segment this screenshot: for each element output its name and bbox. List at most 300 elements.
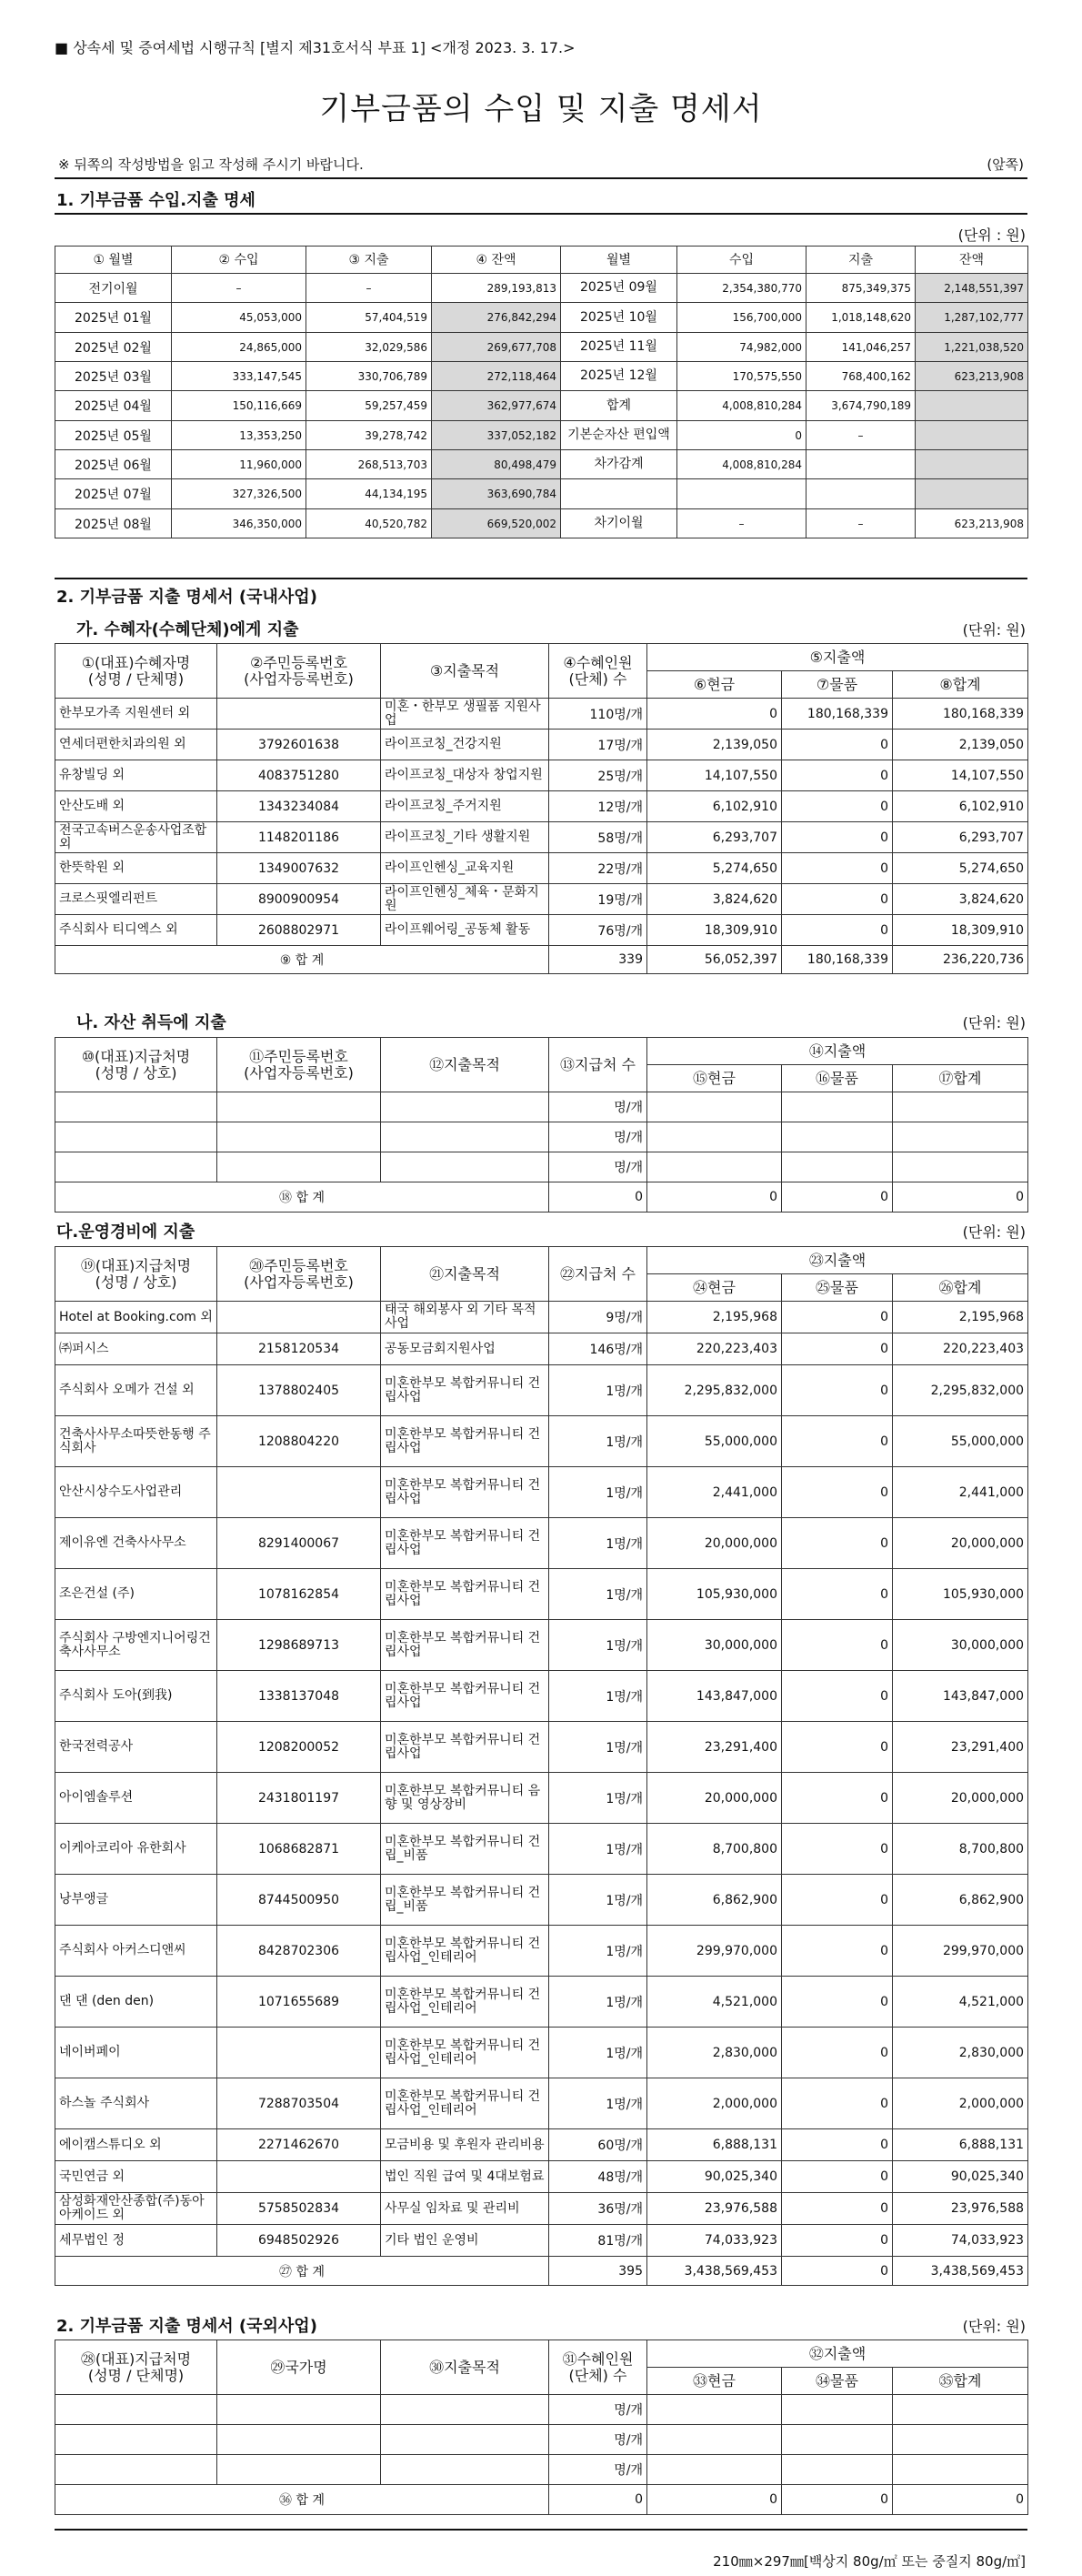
income-cell: 170,575,550: [677, 362, 806, 391]
total-cell: 20,000,000: [893, 1518, 1028, 1569]
table-row: [55, 2078, 1028, 2129]
column-header: ④ 잔액: [432, 247, 561, 274]
total-goods: 0: [782, 2485, 893, 2515]
payee-name-cell: ㈜퍼시스: [55, 1333, 217, 1365]
column-header: ② 수입: [172, 247, 306, 274]
registration-number-cell: 8744500950: [217, 1875, 381, 1926]
total-row: [55, 1182, 1028, 1213]
column-header: ⑬지급처 수: [549, 1038, 647, 1092]
table-row: [55, 1152, 1028, 1182]
income-cell: 346,350,000: [172, 509, 306, 538]
income-cell: 0: [677, 421, 806, 450]
balance-cell: 337,052,182: [432, 421, 561, 450]
total-cell: 14,107,550: [893, 760, 1028, 791]
registration-number-cell: 1071655689: [217, 1977, 381, 2028]
goods-cell: 180,168,339: [782, 699, 893, 730]
count-unit: 명/개: [614, 1740, 643, 1756]
payee-name-cell: 낭부앵글: [55, 1875, 217, 1926]
registration-number-cell: 2431801197: [217, 1773, 381, 1824]
column-header: ㉘(대표)지급처명 (성명 / 단체명): [55, 2340, 217, 2395]
month-row: [55, 303, 1028, 333]
income-cell: 11,960,000: [172, 450, 306, 479]
cash-cell: 6,888,131: [647, 2129, 782, 2161]
registration-number-cell: 1338137048: [217, 1671, 381, 1722]
cash-cell: 6,293,707: [647, 822, 782, 853]
balance-cell: [916, 479, 1028, 509]
table-row: [55, 1518, 1028, 1569]
goods-cell: 0: [782, 1773, 893, 1824]
count-cell: [549, 1333, 647, 1365]
goods-cell: 0: [782, 760, 893, 791]
empty-cell: [782, 2455, 893, 2485]
goods-cell: 0: [782, 1926, 893, 1977]
purpose-cell: 라이프코칭_기타 생활지원: [381, 822, 549, 853]
purpose-cell: 라이프코칭_건강지원: [381, 730, 549, 760]
expense-cell: 875,349,375: [806, 274, 916, 303]
table-row: [55, 699, 1028, 730]
income-cell: 2,354,380,770: [677, 274, 806, 303]
count-unit: 명/개: [614, 1536, 643, 1552]
purpose-cell: 미혼한부모 복합커뮤니티 음향 및 영상장비: [381, 1773, 549, 1824]
table-row: [55, 1092, 1028, 1122]
income-cell: 4,008,810,284: [677, 450, 806, 479]
month-cell: 2025년 07월: [55, 479, 172, 509]
form-title: 기부금품의 수입 및 지출 명세서: [319, 91, 763, 127]
balance-cell: 272,118,464: [432, 362, 561, 391]
payee-name-cell: 안산시상수도사업관리: [55, 1467, 217, 1518]
count-unit: 명/개: [614, 1587, 643, 1603]
total-row: [55, 2257, 1028, 2286]
table-row: [55, 2028, 1028, 2078]
total-count: 0: [549, 1182, 647, 1213]
payee-name-cell: 주식회사 아커스디앤씨: [55, 1926, 217, 1977]
count-cell: [549, 791, 647, 822]
cash-cell: 23,291,400: [647, 1722, 782, 1773]
total-count: 395: [549, 2257, 647, 2286]
table-row: [55, 2425, 1028, 2455]
balance-cell: 269,677,708: [432, 333, 561, 362]
cash-cell: 299,970,000: [647, 1926, 782, 1977]
income-cell: 327,326,500: [172, 479, 306, 509]
purpose-cell: 모금비용 및 후원자 관리비용: [381, 2129, 549, 2161]
instruction-note: ※ 뒤쪽의 작성방법을 읽고 작성해 주시기 바랍니다.: [58, 156, 364, 173]
empty-cell: [647, 1092, 782, 1122]
column-header: 월별: [561, 247, 677, 274]
payee-name-cell: 주식회사 도아(到我): [55, 1671, 217, 1722]
table-row: [55, 2225, 1028, 2257]
total-cell: 2,139,050: [893, 730, 1028, 760]
goods-cell: 0: [782, 884, 893, 915]
section-2a-title: 가. 수혜자(수혜단체)에게 지출: [76, 620, 299, 639]
total-cell: 299,970,000: [893, 1926, 1028, 1977]
count-value: 1: [606, 1434, 615, 1450]
expense-cell: 40,520,782: [306, 509, 432, 538]
cash-cell: 2,000,000: [647, 2078, 782, 2129]
total-cell: 2,830,000: [893, 2028, 1028, 2078]
count-unit: 명/개: [614, 1689, 643, 1705]
column-header: 수입: [677, 247, 806, 274]
column-header: ㉒지급처 수: [549, 1247, 647, 1302]
goods-cell: 0: [782, 2129, 893, 2161]
total-label: ㊱ 합 계: [55, 2485, 549, 2515]
count-cell: [549, 1977, 647, 2028]
total-cell: 2,295,832,000: [893, 1365, 1028, 1416]
goods-cell: 0: [782, 1977, 893, 2028]
registration-number-cell: 1068682871: [217, 1824, 381, 1875]
cash-cell: 220,223,403: [647, 1333, 782, 1365]
table-row: [55, 1773, 1028, 1824]
empty-cell: [381, 2455, 549, 2485]
count-unit: 명/개: [614, 2202, 643, 2217]
empty-cell: [647, 1152, 782, 1182]
purpose-cell: 라이프웨어링_공동체 활동: [381, 915, 549, 946]
payee-name-cell: 에이캠스튜디오 외: [55, 2129, 217, 2161]
payee-name-cell: 한국전력공사: [55, 1722, 217, 1773]
count-unit: 명/개: [614, 1638, 643, 1654]
cash-cell: 105,930,000: [647, 1569, 782, 1620]
month-row: [55, 421, 1028, 450]
total-cell: 55,000,000: [893, 1416, 1028, 1467]
purpose-cell: 기타 법인 운영비: [381, 2225, 549, 2257]
count-unit: 명/개: [614, 1343, 643, 1357]
count-value: 1: [606, 1485, 615, 1501]
payee-name-cell: 댄 댄 (den den): [55, 1977, 217, 2028]
payee-name-cell: 연세더편한치과의원 외: [55, 730, 217, 760]
count-value: 22: [597, 861, 615, 877]
total-sum: 3,438,569,453: [893, 2257, 1028, 2286]
income-cell: 333,147,545: [172, 362, 306, 391]
header-row: [55, 644, 1028, 671]
goods-cell: 0: [782, 1467, 893, 1518]
purpose-cell: 미혼한부모 복합커뮤니티 건립사업_인테리어: [381, 1977, 549, 2028]
expense-cell: 330,706,789: [306, 362, 432, 391]
count-cell: [549, 1518, 647, 1569]
header-row: [55, 1038, 1028, 1065]
income-cell: 150,116,669: [172, 391, 306, 421]
balance-cell: 363,690,784: [432, 479, 561, 509]
column-header: 잔액: [916, 247, 1028, 274]
income-cell: 24,865,000: [172, 333, 306, 362]
column-header: ㉛수혜인원 (단체) 수: [549, 2340, 647, 2395]
purpose-cell: 미혼한부모 복합커뮤니티 건립사업: [381, 1467, 549, 1518]
empty-cell: [782, 2395, 893, 2425]
expense-cell: 141,046,257: [806, 333, 916, 362]
count-unit: 명/개: [614, 1842, 643, 1857]
total-cell: 220,223,403: [893, 1333, 1028, 1365]
operating-expense-table: [55, 1246, 1028, 2286]
count-unit: 명/개: [614, 1131, 643, 1145]
column-header: ㉚지출목적: [381, 2340, 549, 2395]
table-row: [55, 1620, 1028, 1671]
count-unit: 명/개: [614, 923, 643, 939]
count-unit: 명/개: [614, 1995, 643, 2010]
empty-cell: [381, 1152, 549, 1182]
count-cell: [549, 822, 647, 853]
cash-cell: 20,000,000: [647, 1773, 782, 1824]
empty-cell: [893, 1122, 1028, 1152]
total-cash: 0: [647, 1182, 782, 1213]
count-unit: 명/개: [614, 1791, 643, 1806]
count-unit: 명/개: [614, 2463, 643, 2478]
count-unit: 명/개: [614, 1161, 643, 1175]
count-value: 58: [597, 830, 615, 846]
table-row: [55, 2193, 1028, 2225]
registration-number-cell: 8900900954: [217, 884, 381, 915]
legal-basis-note: ■ 상속세 및 증여세법 시행규칙 [별지 제31호서식 부표 1] <개정 2023. 3. 17.>: [55, 39, 576, 56]
goods-cell: 0: [782, 730, 893, 760]
count-cell: [549, 2395, 647, 2425]
asset-expense-table: [55, 1037, 1028, 1213]
column-header: ⑦물품: [782, 671, 893, 699]
purpose-cell: 라이프인헨싱_체육・문화지원: [381, 884, 549, 915]
count-value: 1: [606, 1536, 615, 1552]
total-cell: 2,195,968: [893, 1302, 1028, 1333]
expense-cell: 44,134,195: [306, 479, 432, 509]
month-row: [55, 333, 1028, 362]
table-row: [55, 2455, 1028, 2485]
purpose-cell: 미혼한부모 복합커뮤니티 건립사업: [381, 1365, 549, 1416]
section-2c-title: 다.운영경비에 지출: [56, 1223, 195, 1242]
purpose-cell: 법인 직원 급여 및 4대보험료: [381, 2161, 549, 2193]
empty-cell: [647, 1122, 782, 1152]
purpose-cell: 미혼한부모 복합커뮤니티 건립사업: [381, 1722, 549, 1773]
cash-cell: 6,862,900: [647, 1875, 782, 1926]
empty-cell: [381, 1092, 549, 1122]
registration-number-cell: 2608802971: [217, 915, 381, 946]
empty-cell: [217, 2395, 381, 2425]
total-cell: 143,847,000: [893, 1671, 1028, 1722]
cash-cell: 14,107,550: [647, 760, 782, 791]
empty-cell: [782, 2425, 893, 2455]
count-cell: [549, 2193, 647, 2225]
empty-cell: [381, 2425, 549, 2455]
count-value: 1: [606, 1587, 615, 1603]
payee-name-cell: 주식회사 오메가 건설 외: [55, 1365, 217, 1416]
count-cell: [549, 1875, 647, 1926]
count-value: 1: [606, 1791, 615, 1806]
registration-number-cell: 3792601638: [217, 730, 381, 760]
goods-cell: 0: [782, 1569, 893, 1620]
total-cell: 8,700,800: [893, 1824, 1028, 1875]
goods-cell: 0: [782, 1365, 893, 1416]
column-header: ① 월별: [55, 247, 172, 274]
goods-cell: 0: [782, 853, 893, 884]
count-value: 36: [597, 2202, 615, 2217]
count-unit: 명/개: [614, 1893, 643, 1908]
empty-cell: [647, 2395, 782, 2425]
purpose-cell: 태국 해외봉사 외 기타 목적사업: [381, 1302, 549, 1333]
table-row: [55, 1722, 1028, 1773]
registration-number-cell: 8428702306: [217, 1926, 381, 1977]
month-row: [55, 479, 1028, 509]
table-row: [55, 1302, 1028, 1333]
empty-cell: [381, 2395, 549, 2425]
total-cell: 2,000,000: [893, 2078, 1028, 2129]
balance-cell: 80,498,479: [432, 450, 561, 479]
total-cell: 105,930,000: [893, 1569, 1028, 1620]
purpose-cell: 미혼한부모 복합커뮤니티 건립사업: [381, 1671, 549, 1722]
count-cell: [549, 1302, 647, 1333]
registration-number-cell: 1349007632: [217, 853, 381, 884]
payee-name-cell: 크로스핏엘리펀트: [55, 884, 217, 915]
expense-cell: 57,404,519: [306, 303, 432, 333]
total-cell: 6,888,131: [893, 2129, 1028, 2161]
column-header: ⑯물품: [782, 1065, 893, 1092]
purpose-cell: 라이프코칭_주거지원: [381, 791, 549, 822]
income-cell: [677, 479, 806, 509]
total-cash: 56,052,397: [647, 946, 782, 974]
payee-name-cell: 한부모가족 지원센터 외: [55, 699, 217, 730]
column-header: ㉝현금: [647, 2368, 782, 2395]
month-row: [55, 391, 1028, 421]
total-count: 0: [549, 2485, 647, 2515]
registration-number-cell: 7288703504: [217, 2078, 381, 2129]
month-cell: 전기이월: [55, 274, 172, 303]
goods-cell: 0: [782, 1416, 893, 1467]
column-header: 지출: [806, 247, 916, 274]
total-cell: 30,000,000: [893, 1620, 1028, 1671]
total-sum: 0: [893, 1182, 1028, 1213]
goods-cell: 0: [782, 791, 893, 822]
income-cell: 45,053,000: [172, 303, 306, 333]
registration-number-cell: 1208804220: [217, 1416, 381, 1467]
month-cell: 2025년 03월: [55, 362, 172, 391]
payee-name-cell: 주식회사 티디엑스 외: [55, 915, 217, 946]
empty-cell: [782, 1152, 893, 1182]
header-row: [55, 247, 1028, 274]
month-row: [55, 450, 1028, 479]
count-value: 60: [597, 2138, 615, 2153]
column-header: ㉔현금: [647, 1274, 782, 1302]
count-value: 1: [606, 2046, 615, 2061]
registration-number-cell: 1148201186: [217, 822, 381, 853]
count-unit: 명/개: [614, 2403, 643, 2418]
count-cell: [549, 1671, 647, 1722]
total-goods: 180,168,339: [782, 946, 893, 974]
expense-cell: 3,674,790,189: [806, 391, 916, 421]
goods-cell: 0: [782, 1333, 893, 1365]
balance-cell: 1,287,102,777: [916, 303, 1028, 333]
count-value: 48: [597, 2170, 615, 2185]
count-unit: 명/개: [614, 892, 643, 908]
total-cell: 23,976,588: [893, 2193, 1028, 2225]
goods-cell: 0: [782, 915, 893, 946]
goods-cell: 0: [782, 2078, 893, 2129]
table-row: [55, 2161, 1028, 2193]
month-row: [55, 362, 1028, 391]
payee-name-cell: 조은건설 (주): [55, 1569, 217, 1620]
purpose-cell: 라이프인헨싱_교육지원: [381, 853, 549, 884]
empty-cell: [55, 2455, 217, 2485]
goods-cell: 0: [782, 1875, 893, 1926]
expense-cell: 39,278,742: [306, 421, 432, 450]
count-cell: [549, 1722, 647, 1773]
table-row: [55, 853, 1028, 884]
header-row: [55, 2340, 1028, 2368]
count-cell: [549, 853, 647, 884]
registration-number-cell: [217, 1302, 381, 1333]
income-cell: 74,982,000: [677, 333, 806, 362]
purpose-cell: 사무실 임차료 및 관리비: [381, 2193, 549, 2225]
empty-cell: [893, 2425, 1028, 2455]
section-1-title: 1. 기부금품 수입.지출 명세: [56, 191, 255, 210]
unit-label: (단위: 원): [962, 2318, 1026, 2335]
empty-cell: [55, 2395, 217, 2425]
total-sum: 236,220,736: [893, 946, 1028, 974]
unit-label: (단위: 원): [962, 1223, 1026, 1241]
count-unit: 명/개: [614, 1384, 643, 1399]
cash-cell: 23,976,588: [647, 2193, 782, 2225]
table-row: [55, 1365, 1028, 1416]
cash-cell: 2,139,050: [647, 730, 782, 760]
cash-cell: 8,700,800: [647, 1824, 782, 1875]
income-cell: 4,008,810,284: [677, 391, 806, 421]
cash-cell: 143,847,000: [647, 1671, 782, 1722]
cash-cell: 0: [647, 699, 782, 730]
count-value: 110: [589, 707, 615, 722]
purpose-cell: 라이프코칭_대상자 창업지원: [381, 760, 549, 791]
total-cash: 0: [647, 2485, 782, 2515]
purpose-cell: 미혼한부모 복합커뮤니티 건립사업_인테리어: [381, 2028, 549, 2078]
empty-cell: [55, 1122, 217, 1152]
beneficiary-expense-table: [55, 643, 1028, 974]
purpose-cell: 미혼한부모 복합커뮤니티 건립사업: [381, 1620, 549, 1671]
count-value: 146: [589, 1343, 615, 1357]
count-unit: 명/개: [614, 2097, 643, 2112]
empty-cell: [55, 1092, 217, 1122]
column-header: ㉑지출목적: [381, 1247, 549, 1302]
table-row: [55, 884, 1028, 915]
table-row: [55, 1926, 1028, 1977]
column-header: ⑥현금: [647, 671, 782, 699]
count-unit: 명/개: [614, 800, 643, 815]
registration-number-cell: 5758502834: [217, 2193, 381, 2225]
registration-number-cell: 1298689713: [217, 1620, 381, 1671]
expense-cell: 1,018,148,620: [806, 303, 916, 333]
balance-cell: 623,213,908: [916, 509, 1028, 538]
month-cell: 차기이월: [561, 509, 677, 538]
count-cell: [549, 2455, 647, 2485]
income-cell: 13,353,250: [172, 421, 306, 450]
column-header: ⑩(대표)지급처명 (성명 / 상호): [55, 1038, 217, 1092]
total-cell: 6,862,900: [893, 1875, 1028, 1926]
count-unit: 명/개: [614, 830, 643, 846]
purpose-cell: 미혼한부모 복합커뮤니티 건립사업: [381, 1416, 549, 1467]
payee-name-cell: 건축사사무소따뜻한동행 주식회사: [55, 1416, 217, 1467]
table-row: [55, 1467, 1028, 1518]
table-row: [55, 1122, 1028, 1152]
section-3-title: 2. 기부금품 지출 명세서 (국외사업): [56, 2317, 317, 2336]
income-cell: –: [677, 509, 806, 538]
count-cell: [549, 1092, 647, 1122]
payee-name-cell: 주식회사 구방엔지니어링건축사사무소: [55, 1620, 217, 1671]
table-row: [55, 1977, 1028, 2028]
month-cell: 2025년 05월: [55, 421, 172, 450]
total-label: ㉗ 합 계: [55, 2257, 549, 2286]
unit-label: (단위: 원): [962, 1014, 1026, 1031]
total-cash: 3,438,569,453: [647, 2257, 782, 2286]
count-cell: [549, 1365, 647, 1416]
goods-cell: 0: [782, 1671, 893, 1722]
column-header: ①(대표)수혜자명 (성명 / 단체명): [55, 644, 217, 699]
table-row: [55, 760, 1028, 791]
total-row: [55, 2485, 1028, 2515]
goods-cell: 0: [782, 1518, 893, 1569]
count-value: 9: [606, 1311, 615, 1325]
income-cell: –: [172, 274, 306, 303]
section-2-title: 2. 기부금품 지출 명세서 (국내사업): [56, 588, 317, 607]
table-row: [55, 1569, 1028, 1620]
